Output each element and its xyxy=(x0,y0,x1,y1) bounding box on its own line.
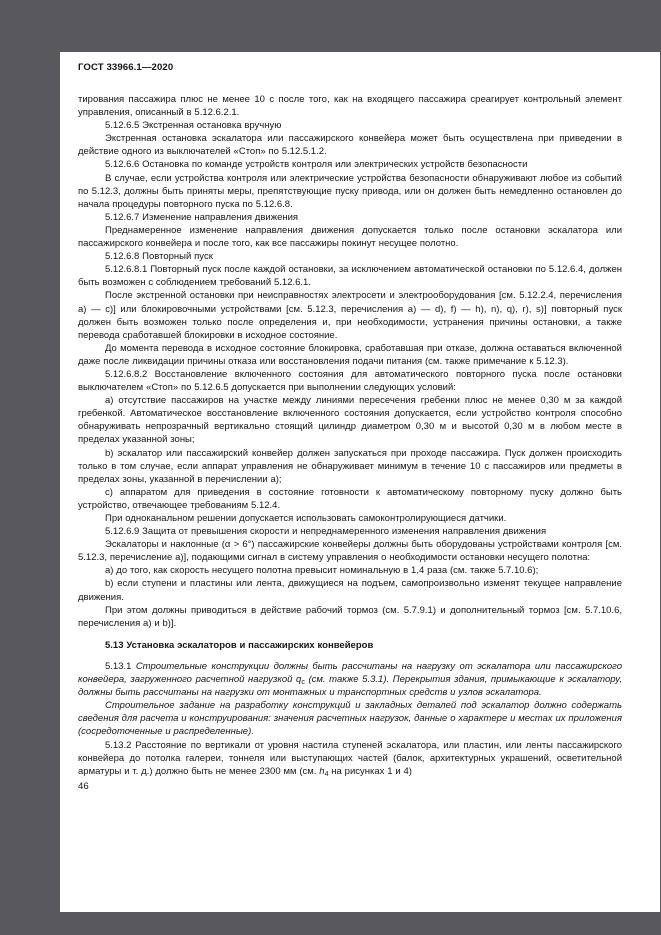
paragraph: Преднамеренное изменение направления движения допускается только после остановки эскалатора или пассажирского конвейера и после того, как все пассажиры покинут несущее полотно. xyxy=(78,224,622,250)
paragraph: После экстренной остановки при неисправностях электросети и электрооборудования [см. 5.12.2.4, перечисления а) — с)] или блокировочными устройствами [см. 5.12.3, перечисления а) — d), f) — h), n), q), r), s)] повторный пуск должен быть возможен только после определения и, при необходимости, устранения причины остановки, а также перевода сработавшей блокировки в исходное состояние. xyxy=(78,290,622,341)
list-item: b) эскалатор или пассажирский конвейер должен запускаться при проходе пассажира. Пуск должен происходить только в том случае, если аппарат управления не обнаруживает минимум в течение 10 с пассажиров или предметы в пределах зоны, указанной в перечислении а); xyxy=(78,447,622,485)
text-run: (см. также 5.3.1). Перекрытия здания, примыкающие к эскалатору, должны быть рассчитаны на нагрузки от монтажных и транспортных средств и узлов эскалатора. xyxy=(78,674,622,699)
paragraph: Эскалаторы и наклонные (α > 6°) пассажирские конвейеры должны быть оборудованы устройствами контроля [см. 5.12.3, перечисление а)], подающими сигнал в систему управления о необходимости остановки несущего полотна: xyxy=(78,539,622,564)
paragraph: При этом должны приводиться в действие рабочий тормоз (см. 5.7.9.1) и дополнительный тормоз [см. 5.7.10.6, перечисления а) и b)]. xyxy=(78,604,622,629)
page-header: ГОСТ 33966.1—2020 xyxy=(78,62,174,73)
text-run: 5.13.2 Расстояние по вертикали от уровня настила ступеней эскалатора, или пластин, или ленты пассажирского конвейера до потолка галереи, тоннеля или выступающих частей (балок, архитектурных украшений, осветительной арматуры и т. д.) должно быть не менее 2300 мм (см. xyxy=(78,739,622,777)
clause-heading: 5.12.6.7 Изменение направления движения xyxy=(105,211,299,223)
paragraph xyxy=(78,660,622,699)
clause-heading: 5.12.6.8 Повторный пуск xyxy=(105,251,213,263)
page-number: 46 xyxy=(78,780,89,792)
section-heading: 5.13 Установка эскалаторов и пассажирских конвейеров xyxy=(105,639,374,651)
text-run: 4 xyxy=(324,770,329,778)
paragraph: До момента перевода в исходное состояние блокировка, сработавшая при отказе, должна оставаться включенной даже после ликвидации причины отказа или восстановления подачи питания (см. также примечание к 5.12.3). xyxy=(78,342,622,367)
list-item: а) до того, как скорость несущего полотна превысит номинальную в 1,4 раза (см. также 5.7.10.6); xyxy=(105,565,539,577)
paragraph: тирования пассажира плюс не менее 10 с после того, как на входящего пассажира среагирует контрольный элемент управления, описанный в 5.12.6.2.1. xyxy=(78,94,622,119)
clause-heading: 5.12.6.9 Защита от превышения скорости и непреднамеренного изменения направления движения xyxy=(105,526,547,538)
text-run: h xyxy=(319,765,325,777)
paragraph: 5.12.6.8.2 Восстановление включенного состояния для автоматического повторного пуска после остановки выключателем «Стоп» по 5.12.6.5 допускается при выполнении следующих условий: xyxy=(78,368,622,394)
document-page xyxy=(60,52,660,912)
list-item: b) если ступени и пластины или лента, движущиеся на подъем, самопроизвольно изменят текущее направление движения. xyxy=(78,578,622,603)
text-run: на рисунках 1 и 4) xyxy=(328,765,412,777)
paragraph xyxy=(78,739,622,778)
list-item: c) аппаратом для приведения в состояние готовности к автоматическому повторному пуску должно быть устройство, отвечающее требованиям 5.12.4. xyxy=(78,486,622,511)
list-item: а) отсутствие пассажиров на участке между линиями пересечения гребенки плюс не менее 0,30 м за каждой гребенкой. Автоматическое восстановление включенного состояния допускается, если устройство контроля способно обнаруживать непрозрачный вертикально стоящий цилиндр диаметром 0,30 м и высотой 0,30 м в любом месте в пределах указанной зоны; xyxy=(78,395,622,446)
paragraph: При одноканальном решении допускается использовать самоконтролирующиеся датчики. xyxy=(105,513,507,524)
paragraph: В случае, если устройства контроля или электрические устройства безопасности обнаруживают любое из событий по 5.12.3, должны быть приняты меры, препятствующие пуску привода, или он должен быть немедленно остановлен до начала процедуры повторного пуска по 5.12.6.8. xyxy=(78,172,622,210)
clause-heading: 5.12.6.5 Экстренная остановка вручную xyxy=(105,120,282,132)
paragraph: 5.12.6.8.1 Повторный пуск после каждой остановки, за исключением автоматической остановки по 5.12.6.4, должен быть возможен с соблюдением требований 5.12.6.1. xyxy=(78,264,622,289)
text-run: 5.13.1 xyxy=(105,660,136,672)
clause-heading: 5.12.6.6 Остановка по команде устройств контроля или электрических устройств безопасности xyxy=(105,159,528,171)
text-run: Строительные конструкции должны быть рассчитаны на нагрузку от эскалатора или пассажирского конвейера, загруженного расчетной нагрузкой q xyxy=(78,660,622,686)
paragraph: Экстренная остановка эскалатора или пассажирского конвейера может быть осуществлена при приведении в действие одного из выключателей «Стоп» по 5.12.5.1.2. xyxy=(78,133,622,158)
paragraph: Строительное задание на разработку конструкций и закладных деталей под эскалатор должно содержать сведения для расчета и конструирования: значения расчетных нагрузок, данные о характере и местах их приложения (сосредоточенные и распределенные). xyxy=(78,700,622,738)
text-run: с xyxy=(301,679,305,687)
document-body xyxy=(78,93,622,778)
